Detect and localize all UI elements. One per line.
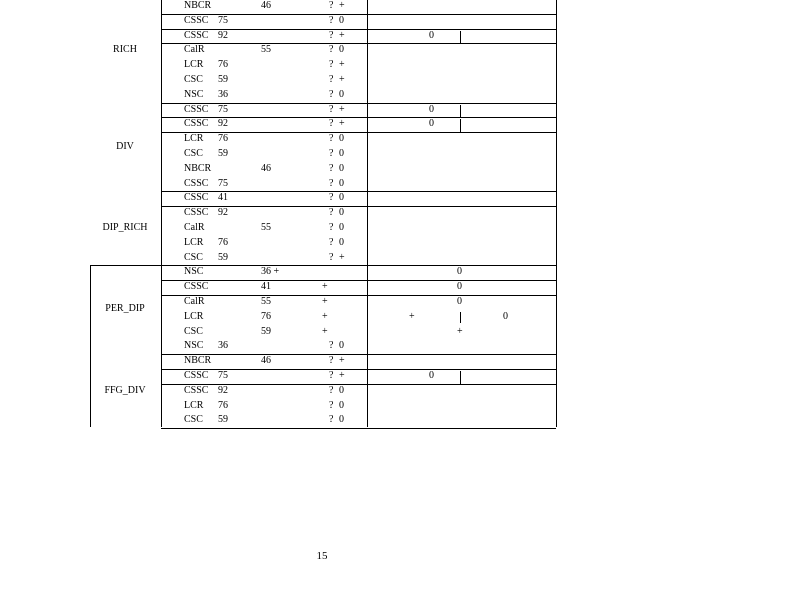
- row-code: CSSC: [184, 103, 209, 115]
- result-column-border: [367, 0, 368, 427]
- row-flag: ?: [329, 355, 334, 367]
- row-code: CSSC: [184, 207, 209, 219]
- row-code: CalR: [184, 44, 205, 56]
- row-flag: ?: [329, 384, 334, 396]
- table-right-border: [556, 0, 557, 427]
- row-value: 46: [261, 0, 271, 11]
- row-flag: ?: [329, 236, 334, 248]
- row-number: 75: [218, 370, 228, 381]
- section-separator: [161, 428, 556, 429]
- row-number: 36: [218, 88, 228, 100]
- row-number: 76: [218, 399, 228, 411]
- row-code: CSSC: [184, 118, 209, 130]
- cell-divider: [460, 371, 461, 385]
- row-flag: ?: [329, 59, 334, 71]
- row-value: 41: [261, 281, 271, 293]
- row-sign: 0: [339, 236, 344, 248]
- row-separator: [161, 280, 556, 281]
- row-code: CSSC: [184, 29, 209, 41]
- cell-divider: [460, 105, 461, 119]
- row-sign: +: [339, 29, 345, 41]
- row-result: 0: [429, 29, 434, 41]
- row-value: 55: [261, 222, 271, 233]
- marker-bar: [460, 312, 461, 323]
- row-number: 76: [218, 236, 228, 248]
- row-code: LCR: [184, 236, 204, 248]
- row-code: CSC: [184, 251, 203, 263]
- marker-plus: +: [409, 310, 415, 322]
- row-flag: ?: [329, 207, 334, 219]
- row-code: CalR: [184, 222, 205, 233]
- row-sign: 0: [339, 44, 344, 56]
- row-flag: ?: [329, 44, 334, 56]
- row-flag: ?: [329, 103, 334, 115]
- row-flag: ?: [329, 14, 334, 26]
- row-code: LCR: [184, 133, 204, 145]
- section-label: PER_DIP: [105, 303, 145, 315]
- cell-divider: [460, 31, 461, 45]
- row-separator: [161, 295, 556, 296]
- row-code: CSSC: [184, 384, 209, 396]
- row-code: LCR: [184, 310, 204, 322]
- row-sign: 0: [339, 192, 344, 204]
- row-result: 0: [457, 266, 462, 278]
- row-flag: ?: [329, 0, 334, 11]
- row-flag: ?: [329, 162, 334, 174]
- row-flag: ?: [329, 88, 334, 100]
- row-flag: ?: [329, 29, 334, 41]
- row-sign: 0: [339, 133, 344, 145]
- row-code: CSC: [184, 74, 203, 85]
- row-code: CSSC: [184, 14, 209, 26]
- row-value: 76: [261, 310, 271, 322]
- row-code: CSC: [184, 325, 203, 337]
- row-number: 75: [218, 103, 228, 115]
- row-number: 75: [218, 14, 228, 26]
- row-flag: ?: [329, 74, 334, 85]
- row-value: 59: [261, 325, 271, 337]
- section-label: DIV: [116, 140, 134, 152]
- row-sign: +: [339, 74, 345, 85]
- row-result: +: [457, 325, 463, 337]
- row-value: 36 +: [261, 266, 280, 278]
- row-result: 0: [429, 370, 434, 381]
- row-number: 92: [218, 118, 228, 130]
- row-flag: ?: [329, 133, 334, 145]
- row-code: CSC: [184, 148, 203, 159]
- row-sign: 0: [339, 414, 344, 426]
- row-code: CSSC: [184, 281, 209, 293]
- row-number: 41: [218, 192, 228, 204]
- row-number: 59: [218, 148, 228, 159]
- row-flag: ?: [329, 340, 334, 352]
- row-code: NSC: [184, 266, 204, 278]
- row-value: 46: [261, 355, 271, 367]
- row-sign: 0: [339, 399, 344, 411]
- section-separator-full: [90, 265, 161, 266]
- row-sign: 0: [339, 14, 344, 26]
- row-number: 36: [218, 340, 228, 352]
- section-label: FFG_DIV: [104, 384, 146, 396]
- row-number: 92: [218, 384, 228, 396]
- row-code: NBCR: [184, 355, 212, 367]
- outer-left-border: [90, 265, 91, 427]
- row-sign: +: [339, 118, 345, 130]
- row-sign: 0: [339, 162, 344, 174]
- row-number: 59: [218, 414, 228, 426]
- row-result: 0: [457, 296, 462, 307]
- row-number: 75: [218, 177, 228, 189]
- row-sign: 0: [339, 384, 344, 396]
- row-flag: ?: [329, 414, 334, 426]
- marker-zero: 0: [503, 310, 508, 322]
- row-code: NSC: [184, 88, 204, 100]
- row-result: 0: [429, 103, 434, 115]
- row-value: 46: [261, 162, 271, 174]
- row-sign: 0: [339, 222, 344, 233]
- row-separator: [161, 43, 556, 44]
- row-flag: +: [322, 310, 328, 322]
- row-sign: +: [339, 251, 345, 263]
- row-number: 59: [218, 74, 228, 85]
- row-number: 92: [218, 29, 228, 41]
- cell-divider: [460, 119, 461, 133]
- row-number: 59: [218, 251, 228, 263]
- row-code: CalR: [184, 296, 205, 307]
- section-label: DIP_RICH: [102, 222, 148, 233]
- row-code: NBCR: [184, 0, 212, 11]
- row-code: CSSC: [184, 370, 209, 381]
- row-sign: 0: [339, 340, 344, 352]
- row-sign: +: [339, 59, 345, 71]
- row-sign: +: [339, 103, 345, 115]
- row-code: LCR: [184, 59, 204, 71]
- row-number: 76: [218, 59, 228, 71]
- table-left-border: [161, 0, 162, 427]
- row-code: CSSC: [184, 177, 209, 189]
- row-result: 0: [457, 281, 462, 293]
- row-number: 76: [218, 133, 228, 145]
- row-sign: +: [339, 0, 345, 11]
- row-flag: ?: [329, 148, 334, 159]
- row-value: 55: [261, 44, 271, 56]
- section-separator: [161, 265, 556, 266]
- row-flag: +: [322, 325, 328, 337]
- row-code: NSC: [184, 340, 204, 352]
- row-value: 55: [261, 296, 271, 307]
- row-flag: ?: [329, 177, 334, 189]
- row-flag: ?: [329, 118, 334, 130]
- row-flag: ?: [329, 192, 334, 204]
- page-number: 15: [316, 550, 328, 562]
- row-flag: +: [322, 296, 328, 307]
- row-code: NBCR: [184, 162, 212, 174]
- row-sign: 0: [339, 177, 344, 189]
- row-flag: ?: [329, 370, 334, 381]
- row-sign: +: [339, 370, 345, 381]
- row-sign: 0: [339, 88, 344, 100]
- row-code: CSC: [184, 414, 203, 426]
- section-separator: [161, 354, 556, 355]
- row-flag: ?: [329, 222, 334, 233]
- row-sign: 0: [339, 148, 344, 159]
- row-flag: +: [322, 281, 328, 293]
- row-sign: +: [339, 355, 345, 367]
- row-flag: ?: [329, 251, 334, 263]
- row-result: 0: [429, 118, 434, 130]
- row-code: LCR: [184, 399, 204, 411]
- section-label: RICH: [113, 44, 137, 56]
- row-code: CSSC: [184, 192, 209, 204]
- row-flag: ?: [329, 399, 334, 411]
- row-sign: 0: [339, 207, 344, 219]
- row-number: 92: [218, 207, 228, 219]
